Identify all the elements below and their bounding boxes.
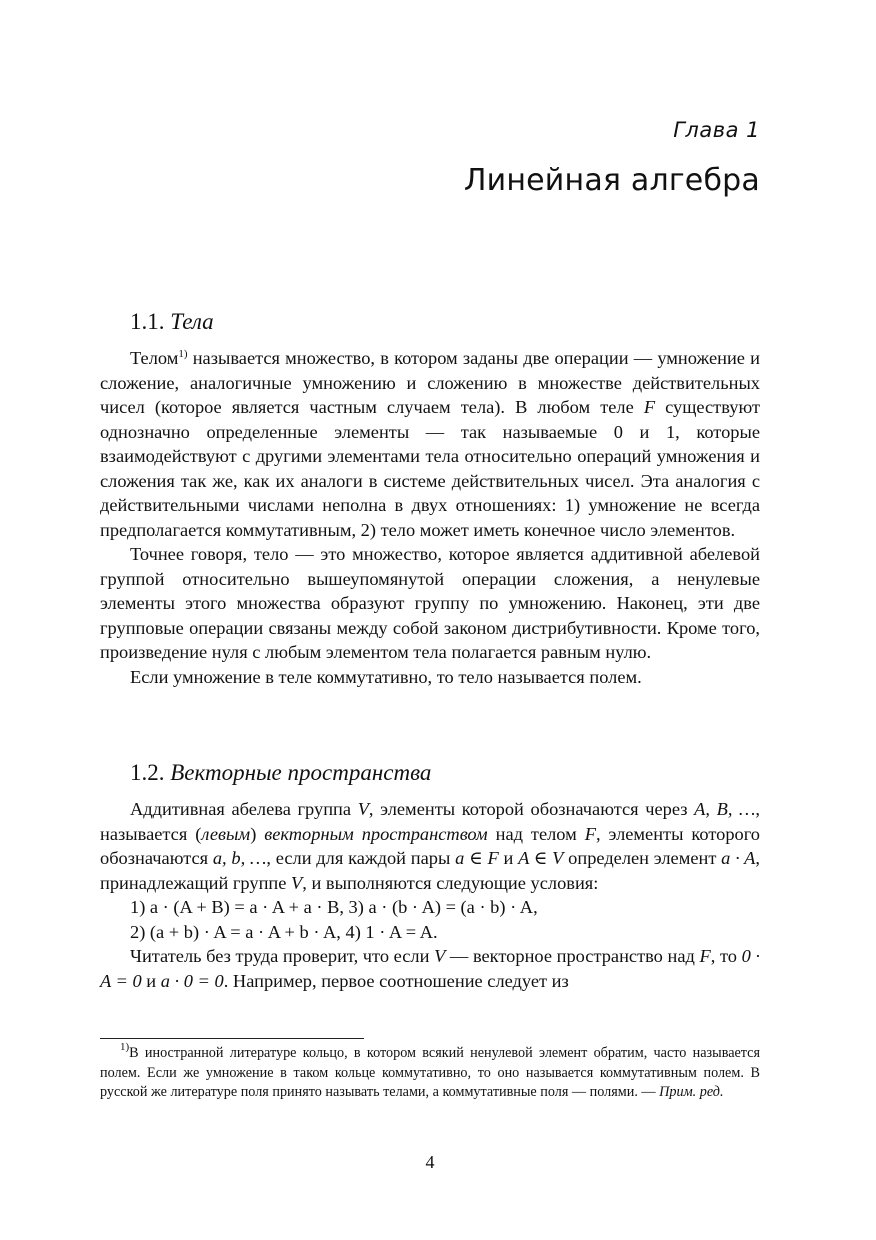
paragraph: Телом$^{1)}$ называется множество, в котором заданы две операции — умножение и сложение, аналогичные умножению и сложению в множестве действительных чисел (которое является частным случаем тела). В любом теле F существуют однозначно определенные элементы — так называемые 0 и 1, которые взаимодействуют с другими элементами тела относительно операций умножения и сложения так же, как их аналоги в системе действительных чисел. Эта аналогия с действительными числами неполна в двух отношениях: 1) умножение не всегда предполагается коммутативным, 2) тело может иметь конечное число элементов. bbox=[100, 348, 760, 540]
paragraph: Аддитивная абелева группа V, элементы которой обозначаются через A, B, …, называется (левым) векторным пространством над телом F, элементы которого обозначаются a, b, …, если для каждой пары a ∈ F и A ∈ V определен элемент a · A, принадлежащий группе V, и выполняются следующие условия: bbox=[100, 799, 761, 893]
section-2-body bbox=[100, 797, 760, 993]
footnote-text: $^{1)}$В иностранной литературе кольцо, в котором всякий ненулевой элемент обратим, часто называется полем. Если же умножение в таком кольце коммутативно, то оно называется коммутативным полем. В русской же литературе поля принято называть телами, а коммутативные поля — полями. — Прим. ред. bbox=[100, 1041, 760, 1100]
footnote-reference[interactable]: 1) bbox=[178, 348, 188, 360]
footnote bbox=[100, 1041, 760, 1103]
footnote-marker: 1) bbox=[120, 1041, 130, 1053]
section-title: Векторные пространства bbox=[170, 760, 432, 785]
chapter-label: Глава 1 bbox=[673, 118, 760, 142]
paragraph: Если умножение в теле коммутативно, то тело называется полем. bbox=[130, 666, 642, 687]
section-number: 1.2. bbox=[130, 760, 165, 785]
page-number: 4 bbox=[425, 1152, 435, 1172]
section-number: 1.1. bbox=[130, 309, 165, 334]
paragraph: Читатель без труда проверит, что если V — векторное пространство над F, то 0 · A = 0 и a · 0 = 0. Например, первое соотношение следует из bbox=[100, 946, 760, 991]
condition-line: 1) a · (A + B) = a · A + a · B, 3) a · (b · A) = (a · b) · A, bbox=[130, 897, 538, 917]
section-heading-1 bbox=[130, 309, 214, 335]
footnote-divider bbox=[100, 1038, 364, 1039]
paragraph: Точнее говоря, тело — это множество, которое является аддитивной абелевой группой относительно вышеупомянутой операции сложения, а ненулевые элементы этого множества образуют группу по умножению. Наконец, эти две групповые операции связаны между собой законом дистрибутивности. Кроме того, произведение нуля с любым элементом тела полагается равным нулю. bbox=[100, 544, 760, 662]
book-page bbox=[100, 0, 760, 1240]
editor-note: Прим. ред. bbox=[659, 1084, 724, 1100]
section-heading-2 bbox=[130, 760, 431, 786]
section-title: Тела bbox=[170, 309, 214, 334]
chapter-title: Линейная алгебра bbox=[463, 163, 760, 198]
condition-line: 2) (a + b) · A = a · A + b · A, 4) 1 · A = A. bbox=[130, 921, 438, 942]
section-1-body bbox=[100, 346, 760, 689]
